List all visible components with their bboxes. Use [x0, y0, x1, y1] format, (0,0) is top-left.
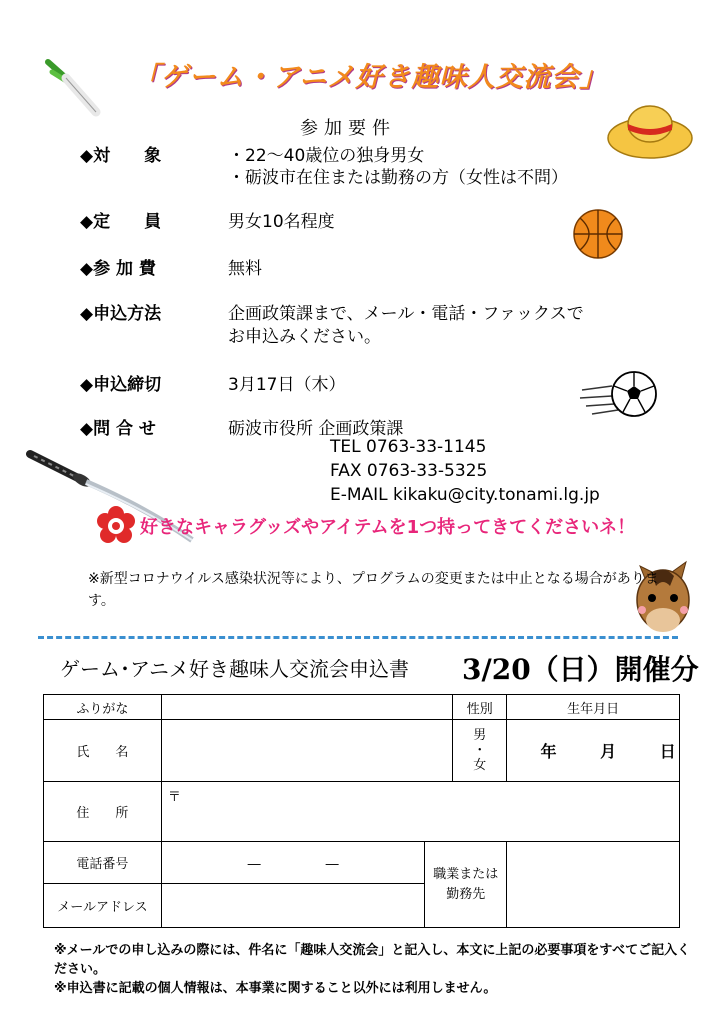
gender-female: 女 [473, 758, 487, 773]
postal-mark: 〒 [167, 790, 181, 805]
name-label: 氏 名 [44, 720, 162, 782]
phone-dashes: ― ― [247, 857, 339, 872]
target-label: ◆対 象 [80, 146, 162, 166]
covid-note: ※新型コロナウイルス感染状況等により、プログラムの変更または中止となる場合があります。 [88, 571, 659, 609]
birthday-field[interactable] [507, 720, 680, 782]
green-onion-icon [44, 56, 104, 120]
contact-fax: FAX 0763-33-5325 [330, 461, 488, 481]
target-line2: ・砺波市在住または勤務の方（女性は不問） [228, 168, 568, 188]
name-field[interactable] [161, 720, 453, 782]
gender-label: 性別 [453, 695, 507, 720]
capacity-label: ◆定 員 [80, 212, 162, 232]
flower-icon [96, 506, 136, 546]
form-date: 3/20（日）開催分 [462, 653, 699, 686]
email-field[interactable] [161, 884, 425, 928]
fee-value: 無料 [228, 259, 262, 279]
footer-note-privacy: ※申込書に記載の個人情報は、本事業に関すること以外には利用しません。 [54, 981, 497, 996]
soccer-ball-icon [578, 366, 662, 426]
apply-line1: 企画政策課まで、メール・電話・ファックスで [228, 304, 584, 324]
gender-separator: ・ [473, 743, 487, 758]
contact-office: 砺波市役所 企画政策課 [228, 419, 404, 439]
deadline-label: ◆申込締切 [80, 375, 162, 395]
phone-label: 電話番号 [44, 842, 162, 884]
furigana-label: ふりがな [44, 695, 162, 720]
application-form [43, 694, 680, 928]
straw-hat-icon [605, 100, 695, 162]
gender-field[interactable] [453, 720, 507, 782]
workplace-field[interactable] [507, 842, 680, 928]
gender-male: 男 [473, 728, 487, 743]
footer-note-email: ※メールでの申し込みの際には、件名に「趣味人交流会」と記入し、本文に上記の必要事項をすべてご記入ください。 [54, 943, 691, 977]
address-label: 住 所 [44, 782, 162, 842]
apply-label: ◆申込方法 [80, 304, 162, 324]
day-label: 日 [659, 742, 676, 761]
address-field[interactable] [161, 782, 679, 842]
form-title: ゲーム･アニメ好き趣味人交流会申込書 [60, 657, 409, 681]
furigana-field[interactable] [161, 695, 453, 720]
footer-notes [54, 941, 694, 998]
email-label: メールアドレス [44, 884, 162, 928]
event-title: 「ゲーム・アニメ好き趣味人交流会」 [132, 62, 608, 93]
basketball-icon [572, 208, 624, 260]
month-label: 月 [600, 742, 617, 761]
year-label: 年 [540, 742, 557, 761]
apply-line2: お申込みください。 [228, 327, 381, 347]
workplace-label: 職業または勤務先 [425, 842, 507, 928]
target-line1: ・22～40歳位の独身男女 [228, 146, 425, 166]
capacity-value: 男女10名程度 [228, 212, 335, 232]
bring-item-notice: 好きなキャラグッズやアイテムを1つ持ってきてくださいネ！ [140, 517, 636, 538]
birthday-label: 生年月日 [507, 695, 680, 720]
phone-field[interactable] [161, 842, 425, 884]
contact-email[interactable]: E-MAIL kikaku@city.tonami.lg.jp [330, 485, 600, 505]
contact-tel: TEL 0763-33-1145 [330, 437, 487, 457]
deadline-value: 3月17日（木） [228, 375, 346, 395]
requirements-heading: 参加要件 [300, 118, 396, 139]
fee-label: ◆参 加 費 [80, 259, 156, 279]
cut-line [38, 636, 678, 639]
contact-label: ◆問 合 せ [80, 419, 156, 439]
